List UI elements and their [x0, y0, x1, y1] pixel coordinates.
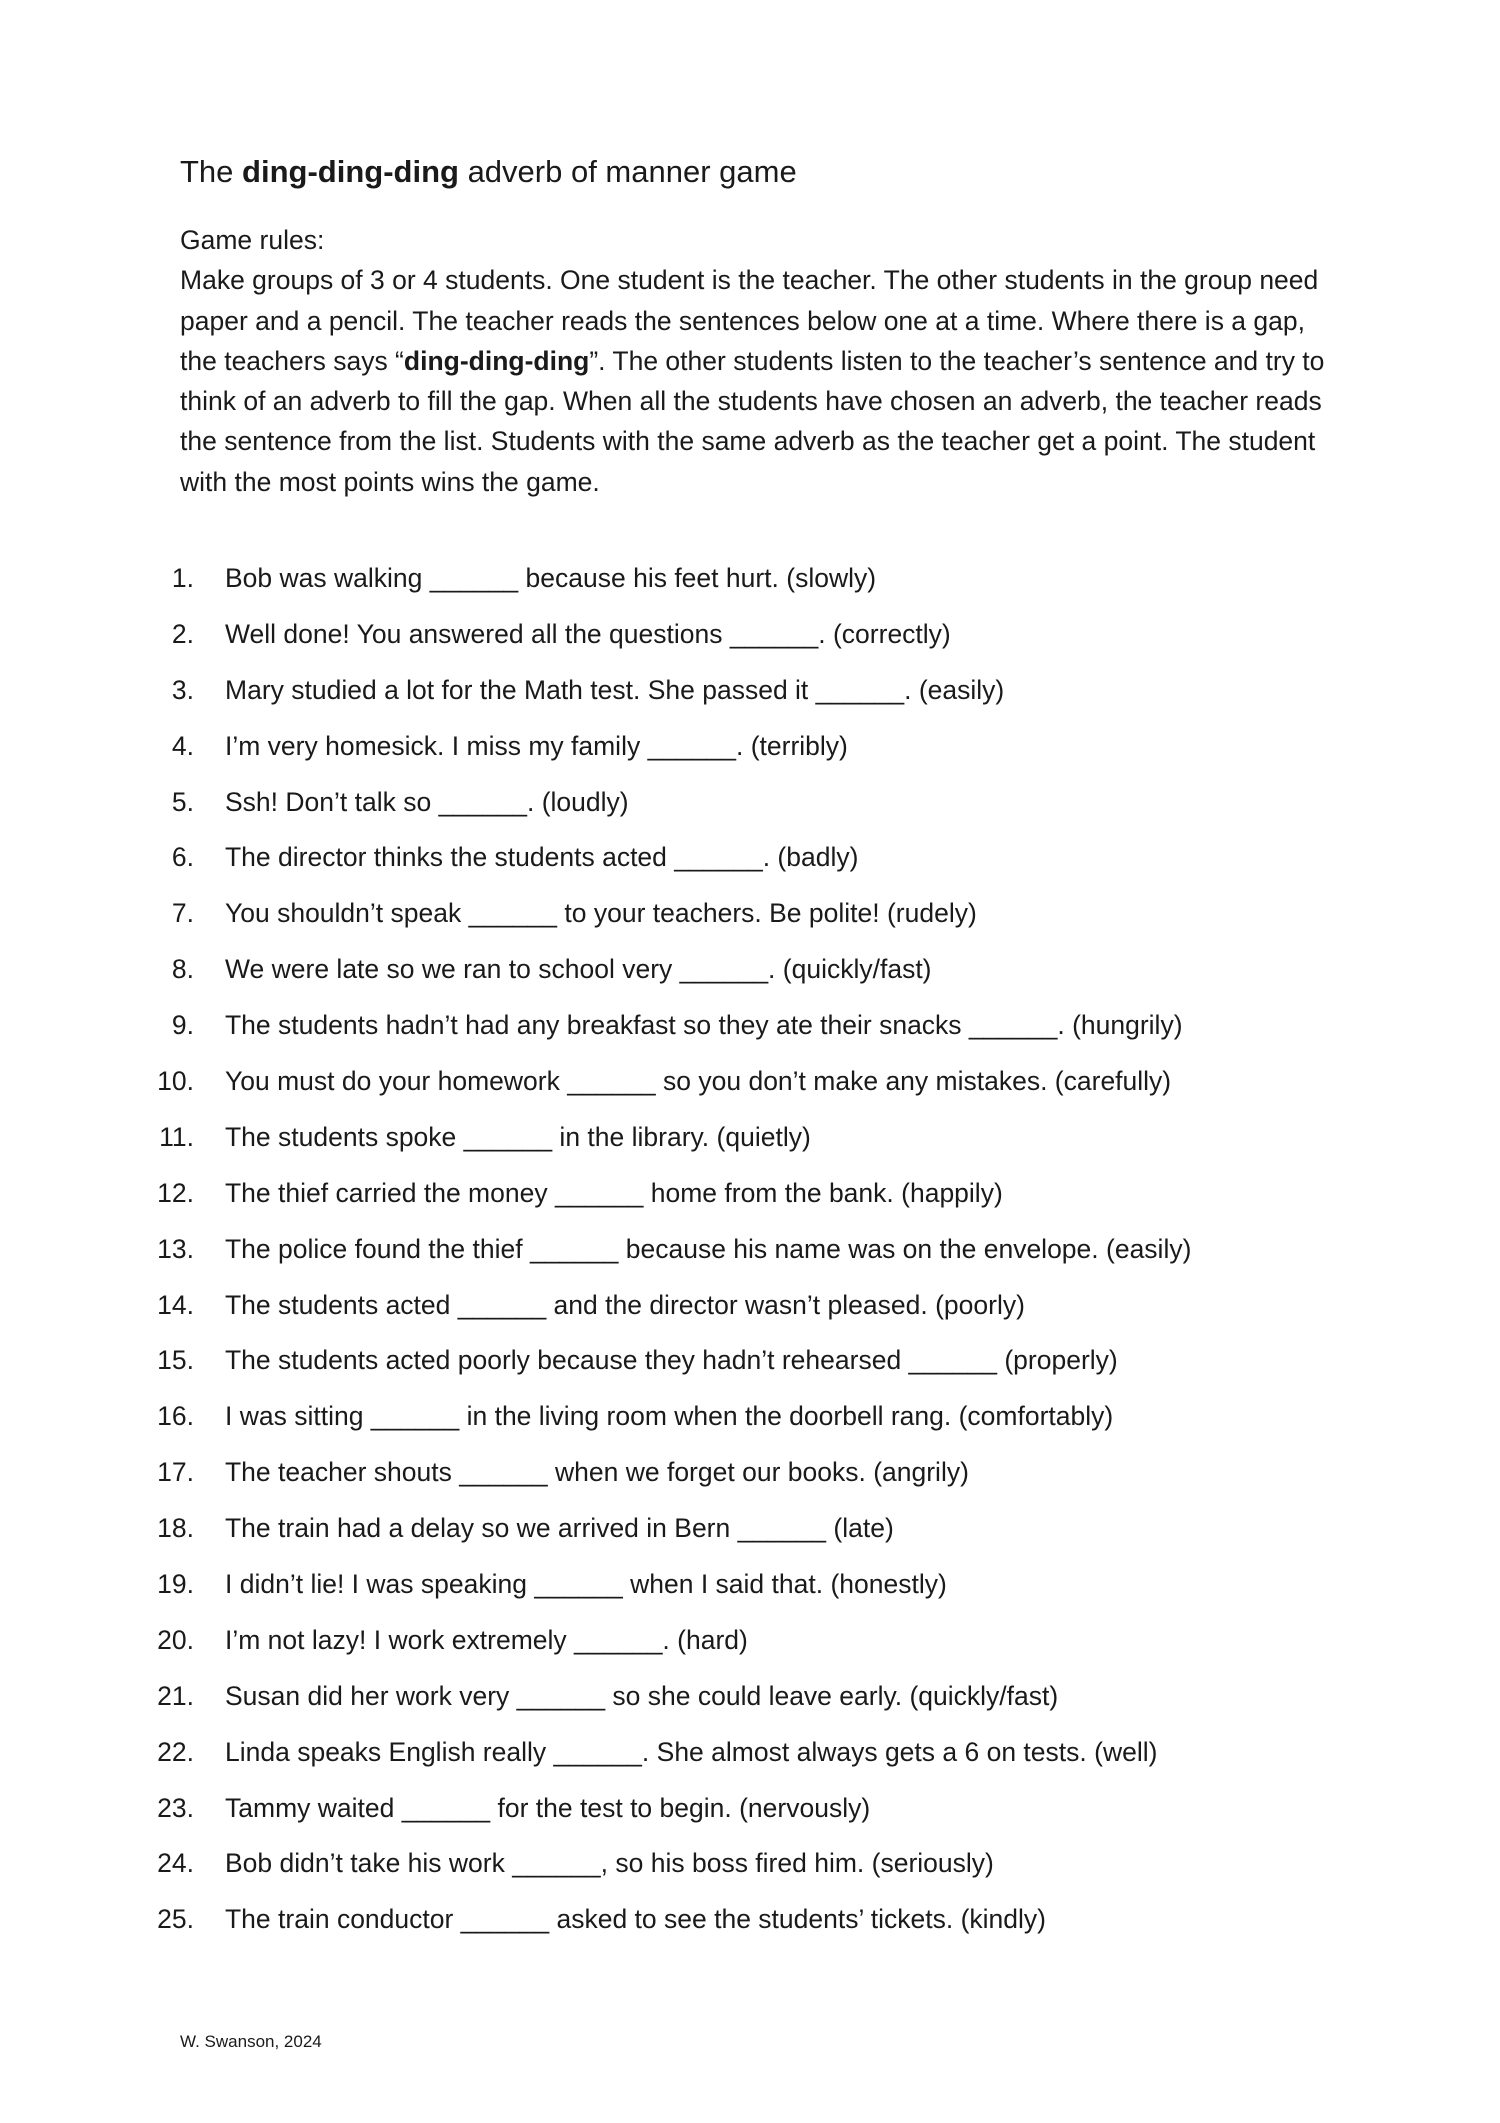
page-title: [180, 152, 797, 192]
item-number: 25.: [157, 1904, 194, 1935]
list-item: [0, 893, 1500, 949]
item-sentence: The train had a delay so we arrived in Bern ______ (late): [225, 1513, 894, 1544]
list-item: [0, 1117, 1500, 1173]
item-number: 17.: [157, 1457, 194, 1488]
list-item: [0, 1396, 1500, 1452]
list-item: [0, 1173, 1500, 1229]
list-item: [0, 1508, 1500, 1564]
item-number: 24.: [157, 1848, 194, 1879]
item-number: 18.: [157, 1513, 194, 1544]
list-item: [0, 949, 1500, 1005]
item-number: 15.: [157, 1345, 194, 1376]
item-sentence: The thief carried the money ______ home from the bank. (happily): [225, 1177, 1003, 1208]
rules-body-bold: ding-ding-ding: [403, 345, 590, 376]
list-item: [0, 1061, 1500, 1117]
title-suffix: adverb of manner game: [458, 154, 797, 189]
list-item: [0, 670, 1500, 726]
item-number: 3.: [171, 674, 194, 705]
item-sentence: Susan did her work very ______ so she could leave early. (quickly/fast): [225, 1680, 1059, 1711]
list-item: [0, 1732, 1500, 1788]
item-number: 8.: [171, 954, 194, 985]
list-item: [0, 1229, 1500, 1285]
rules-body: [180, 260, 1330, 502]
title-bold: ding-ding-ding: [242, 154, 459, 189]
item-number: 1.: [171, 563, 194, 593]
item-sentence: Bob was walking ______ because his feet hurt. (slowly): [225, 563, 877, 593]
item-sentence: The students hadn’t had any breakfast so they ate their snacks ______. (hungrily): [225, 1010, 1183, 1041]
list-item: [0, 837, 1500, 893]
list-item: [0, 1899, 1500, 1955]
item-number: 11.: [159, 1121, 194, 1152]
item-number: 23.: [157, 1792, 194, 1823]
list-item: [0, 1676, 1500, 1732]
item-sentence: Tammy waited ______ for the test to begin. (nervously): [225, 1792, 871, 1823]
list-item: [0, 1005, 1500, 1061]
item-number: 19.: [157, 1569, 194, 1600]
item-sentence: The director thinks the students acted ______. (badly): [225, 842, 859, 873]
list-item: [0, 1788, 1500, 1844]
item-number: 6.: [171, 842, 194, 873]
item-sentence: The students acted ______ and the director wasn’t pleased. (poorly): [225, 1289, 1025, 1320]
item-sentence: Bob didn’t take his work ______, so his boss fired him. (seriously): [225, 1848, 994, 1879]
game-rules: [180, 220, 1330, 502]
list-item: [0, 782, 1500, 838]
item-number: 2.: [171, 618, 194, 649]
item-sentence: The police found the thief ______ because his name was on the envelope. (easily): [225, 1233, 1192, 1264]
item-number: 14.: [157, 1289, 194, 1320]
item-sentence: Well done! You answered all the questions ______. (correctly): [225, 618, 951, 649]
item-sentence: I was sitting ______ in the living room when the doorbell rang. (comfortably): [225, 1401, 1114, 1432]
sentence-list: [0, 558, 1500, 1955]
item-number: 9.: [171, 1010, 194, 1041]
list-item: [0, 1340, 1500, 1396]
footer-author: W. Swanson, 2024: [180, 2032, 322, 2051]
item-sentence: The students spoke ______ in the library. (quietly): [225, 1121, 811, 1152]
rules-heading: Game rules:: [180, 225, 325, 255]
list-item: [0, 558, 1500, 614]
item-number: 16.: [157, 1401, 194, 1432]
item-number: 22.: [157, 1736, 194, 1767]
list-item: [0, 1285, 1500, 1341]
item-number: 4.: [171, 730, 194, 761]
title-prefix: The: [180, 154, 243, 189]
item-sentence: I’m not lazy! I work extremely ______. (hard): [225, 1624, 748, 1655]
item-number: 7.: [171, 898, 194, 929]
item-sentence: We were late so we ran to school very ______. (quickly/fast): [225, 954, 932, 985]
item-number: 13.: [157, 1233, 194, 1264]
list-item: [0, 1620, 1500, 1676]
rules-body-start: Make groups of 3 or 4 students. One student is the teacher. The other students in the group need paper and a pencil. The teacher reads the sentences below one at a time. Where there is a gap, the teachers says “: [180, 265, 1319, 376]
list-item: [0, 1452, 1500, 1508]
item-number: 12.: [157, 1177, 194, 1208]
item-sentence: You shouldn’t speak ______ to your teachers. Be polite! (rudely): [225, 898, 977, 929]
item-sentence: I’m very homesick. I miss my family ______. (terribly): [225, 730, 848, 761]
list-item: [0, 1843, 1500, 1899]
rules-body-end: ”. The other students listen to the teacher’s sentence and try to think of an adverb to fill the gap. When all the students have chosen an adverb, the teacher reads the sentence from the list. Students with the same adverb as the teacher get a point. The student with the most points wins the game.: [180, 345, 1325, 497]
item-sentence: Mary studied a lot for the Math test. She passed it ______. (easily): [225, 674, 1005, 705]
list-item: [0, 1564, 1500, 1620]
item-number: 21.: [157, 1680, 194, 1711]
item-sentence: Linda speaks English really ______. She almost always gets a 6 on tests. (well): [225, 1736, 1158, 1767]
item-sentence: The train conductor ______ asked to see the students’ tickets. (kindly): [225, 1904, 1046, 1935]
item-sentence: The teacher shouts ______ when we forget our books. (angrily): [225, 1457, 969, 1488]
item-number: 5.: [171, 786, 194, 817]
item-sentence: Ssh! Don’t talk so ______. (loudly): [225, 786, 629, 817]
item-sentence: I didn’t lie! I was speaking ______ when I said that. (honestly): [225, 1569, 947, 1600]
item-number: 20.: [157, 1624, 194, 1655]
item-sentence: The students acted poorly because they hadn’t rehearsed ______ (properly): [225, 1345, 1118, 1376]
list-item: [0, 614, 1500, 670]
list-item: [0, 726, 1500, 782]
item-sentence: You must do your homework ______ so you don’t make any mistakes. (carefully): [225, 1066, 1172, 1097]
item-number: 10.: [157, 1066, 194, 1097]
